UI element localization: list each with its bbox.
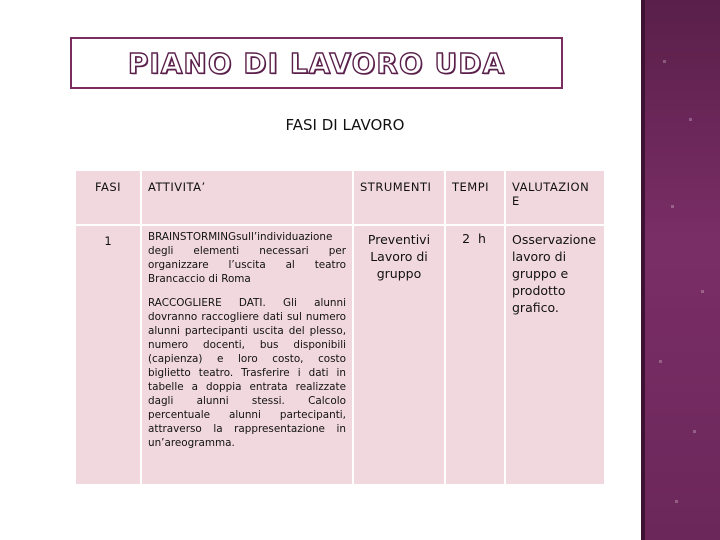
cell-fase: 1 [75,225,141,485]
attivita-brainstorming: BRAINSTORMINGsull’individuazione degli elementi necessari per organizzare l’uscita al teatro Brancaccio di Roma [148,231,346,285]
table-row [75,225,605,485]
cell-tempi: 2 h [445,225,505,485]
attivita-raccogliere-dati: RACCOGLIERE DATI. Gli alunni dovranno raccogliere dati sul numero alunni partecipanti uscita del plesso, numero docenti, bus disponibili (capienza) e loro costo, costo biglietto teatro. Trasferire i dati in tabelle a doppia entrata realizzate dagli alunni stessi. Calcolo percentuale alunni partecipanti, attraverso la rappresentazione in un’areogramma. [148,297,346,449]
header-tempi: TEMPI [445,170,505,225]
cell-attivita [141,225,353,485]
title-box [70,37,563,89]
cell-strumenti: Preventivi Lavoro di gruppo [353,225,445,485]
header-valutazione: VALUTAZION E [505,170,605,225]
header-fasi: FASI [75,170,141,225]
cell-valutazione: Osservazione lavoro di gruppo e prodotto grafico. [505,225,605,485]
header-strumenti: STRUMENTI [353,170,445,225]
table-header-row [75,170,605,225]
page-title: PIANO DI LAVORO UDA [127,46,506,80]
work-plan-table [74,169,606,486]
decorative-side-band [641,0,720,540]
header-attivita: ATTIVITA’ [141,170,353,225]
section-subtitle: FASI DI LAVORO [285,116,405,134]
